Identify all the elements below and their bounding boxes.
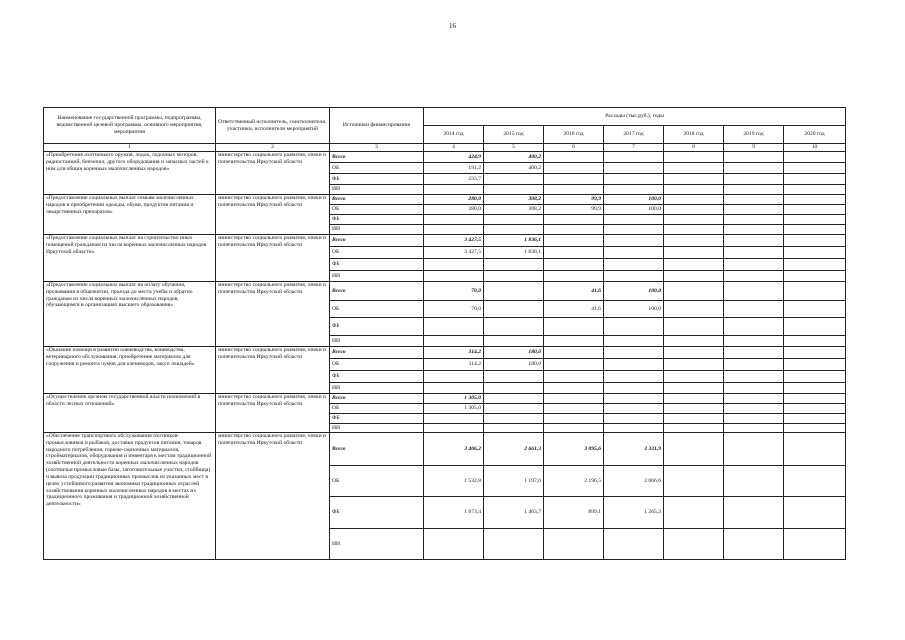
expense-value bbox=[784, 152, 846, 163]
expense-value bbox=[724, 174, 784, 185]
funding-source: ФБ bbox=[330, 215, 424, 225]
expense-value bbox=[784, 163, 846, 174]
expense-value bbox=[544, 359, 604, 371]
funding-source: Всего bbox=[330, 394, 424, 404]
expense-value bbox=[784, 301, 846, 318]
expense-value bbox=[544, 271, 604, 282]
expense-value bbox=[664, 152, 724, 163]
expense-value bbox=[544, 404, 604, 414]
funding-source: Всего bbox=[330, 347, 424, 359]
expense-value: 400,2 bbox=[484, 163, 544, 174]
expense-value bbox=[424, 371, 484, 383]
activity-name: «Оказание помощи в развитии оленеводства, коневодства, ветеринарного обслуживания, приобретение материалов для сооружения и ремонта чумов для оленеводов, закуп лошадей» bbox=[44, 347, 216, 394]
expense-value: 3 095,6 bbox=[544, 433, 604, 466]
expense-value bbox=[664, 205, 724, 215]
expense-value bbox=[784, 529, 846, 560]
expense-value bbox=[724, 336, 784, 347]
page-number: 16 bbox=[449, 22, 456, 30]
expense-value bbox=[484, 371, 544, 383]
expense-value: 233,7 bbox=[424, 174, 484, 185]
expense-value bbox=[724, 414, 784, 424]
column-number: 3 bbox=[330, 144, 424, 152]
expense-value bbox=[604, 347, 664, 359]
funding-source: ФБ bbox=[330, 497, 424, 529]
expense-value bbox=[664, 347, 724, 359]
expense-value bbox=[664, 195, 724, 205]
expense-value bbox=[544, 424, 604, 433]
expense-value: 70,0 bbox=[424, 301, 484, 318]
expense-value bbox=[604, 404, 664, 414]
funding-source: ИИ bbox=[330, 225, 424, 235]
table-row bbox=[44, 235, 846, 247]
table-row bbox=[44, 347, 846, 359]
expense-value: 3 331,9 bbox=[604, 433, 664, 466]
expense-value bbox=[484, 383, 544, 394]
expense-value: 899,1 bbox=[544, 497, 604, 529]
expense-value bbox=[724, 282, 784, 301]
column-number: 10 bbox=[784, 144, 846, 152]
table-row bbox=[44, 394, 846, 404]
expense-value: 100,0 bbox=[604, 195, 664, 205]
expense-value: 70,0 bbox=[424, 282, 484, 301]
expense-value bbox=[724, 497, 784, 529]
expense-value bbox=[664, 497, 724, 529]
expense-value bbox=[484, 318, 544, 336]
expense-value: 314,2 bbox=[424, 347, 484, 359]
expense-value bbox=[724, 259, 784, 271]
expense-value bbox=[664, 259, 724, 271]
expense-value bbox=[784, 404, 846, 414]
expense-value: 41,6 bbox=[544, 301, 604, 318]
expense-value bbox=[664, 371, 724, 383]
expense-value: 1 836,1 bbox=[484, 235, 544, 247]
expense-value bbox=[604, 371, 664, 383]
expense-value: 1 532,8 bbox=[424, 466, 484, 497]
expense-value bbox=[724, 404, 784, 414]
expense-value bbox=[724, 424, 784, 433]
expense-value bbox=[544, 347, 604, 359]
expense-value: 1 836,1 bbox=[484, 247, 544, 259]
expense-value bbox=[484, 394, 544, 404]
funding-source: ОБ bbox=[330, 163, 424, 174]
expense-value bbox=[484, 215, 544, 225]
expense-value bbox=[784, 359, 846, 371]
expense-value bbox=[664, 359, 724, 371]
expense-value bbox=[424, 424, 484, 433]
expense-value bbox=[544, 529, 604, 560]
expense-value bbox=[784, 271, 846, 282]
expense-value bbox=[544, 394, 604, 404]
expense-value bbox=[724, 235, 784, 247]
expense-value: 1 305,0 bbox=[424, 394, 484, 404]
responsible-executor: министерство социального развития, опеки и попечительства Иркутской области bbox=[216, 347, 330, 394]
expense-value: 100,0 bbox=[604, 282, 664, 301]
expense-value bbox=[544, 163, 604, 174]
funding-source: Всего bbox=[330, 433, 424, 466]
expense-value bbox=[724, 185, 784, 195]
expense-value bbox=[604, 163, 664, 174]
expense-value bbox=[424, 225, 484, 235]
expense-value bbox=[484, 336, 544, 347]
expense-value: 180,0 bbox=[484, 347, 544, 359]
expense-value: 1 873,4 bbox=[424, 497, 484, 529]
column-number: 6 bbox=[544, 144, 604, 152]
expense-value bbox=[424, 383, 484, 394]
expense-value bbox=[604, 271, 664, 282]
activity-name: «Предоставление социальных выплат на оплату обучения, проживания в общежитии, проезда до места учебы и обратно гражданам из числа коренных малочисленных народов, обучающимся в организациях высшего образования» bbox=[44, 282, 216, 347]
expense-value bbox=[724, 152, 784, 163]
expense-value bbox=[784, 336, 846, 347]
expense-value bbox=[724, 371, 784, 383]
header-name: Наименование государственной программы, подпрограммы, ведомственной целевой программы, основного мероприятия, мероприятия bbox=[44, 108, 216, 144]
expense-value bbox=[424, 529, 484, 560]
activity-name: «Предоставление социальных выплат семьям малочисленных народов в приобретении одежды, обуви, продуктов питания и лекарственных препаратов» bbox=[44, 195, 216, 235]
table-row bbox=[44, 433, 846, 466]
responsible-executor: министерство социального развития, опеки и попечительства Иркутской области bbox=[216, 195, 330, 235]
expense-value bbox=[604, 414, 664, 424]
activity-name: «Обеспечение транспортного обслуживания охотников-промысловиков и рыбаков, доставки продуктов питания, товаров народного потребления, горюче-смазочных материалов, стройматериалов, оборудования и инвентаря к местам традиционной хозяйственной деятельности коренных малочисленных народов (охотничьи промысловые базы, заготовительные участки, стойбища) и вывоза продукции традиционных промыслов из указанных мест в целях устойчивого развития экономики традиционных отраслей хозяйствования коренных малочисленных народов в местах их традиционного проживания и традиционной хозяйственной деятельности» bbox=[44, 433, 216, 560]
expense-value bbox=[784, 185, 846, 195]
expense-value bbox=[424, 414, 484, 424]
expense-value bbox=[604, 336, 664, 347]
expense-value bbox=[784, 383, 846, 394]
expense-value bbox=[484, 404, 544, 414]
funding-source: ИИ bbox=[330, 424, 424, 433]
funding-source: ФБ bbox=[330, 259, 424, 271]
expense-value bbox=[544, 414, 604, 424]
funding-source: ОБ bbox=[330, 247, 424, 259]
expense-value: 1 265,3 bbox=[604, 497, 664, 529]
funding-source: ИИ bbox=[330, 185, 424, 195]
expense-value bbox=[724, 433, 784, 466]
expense-value bbox=[664, 271, 724, 282]
responsible-executor: министерство социального развития, опеки и попечительства Иркутской области bbox=[216, 282, 330, 347]
expense-value bbox=[664, 404, 724, 414]
expense-value bbox=[664, 282, 724, 301]
expense-value: 314,2 bbox=[424, 359, 484, 371]
expense-value bbox=[604, 529, 664, 560]
column-number: 1 bbox=[44, 144, 216, 152]
expense-value: 180,0 bbox=[484, 359, 544, 371]
expense-value bbox=[664, 163, 724, 174]
expense-value bbox=[724, 529, 784, 560]
expense-value bbox=[544, 371, 604, 383]
expense-value bbox=[424, 185, 484, 195]
activity-name: «Предоставление социальных выплат на строительство иных помещений гражданам из числа коренных малочисленных народов Иркутской области» bbox=[44, 235, 216, 282]
expense-value bbox=[484, 529, 544, 560]
funding-source: ИИ bbox=[330, 383, 424, 394]
expense-value bbox=[544, 235, 604, 247]
expense-value bbox=[724, 271, 784, 282]
expense-value bbox=[724, 163, 784, 174]
expense-value bbox=[784, 225, 846, 235]
expense-value bbox=[484, 174, 544, 185]
expense-value bbox=[604, 235, 664, 247]
expense-value bbox=[664, 225, 724, 235]
expense-value bbox=[544, 247, 604, 259]
expense-value bbox=[604, 359, 664, 371]
funding-source: ИИ bbox=[330, 336, 424, 347]
expense-value: 99,9 bbox=[544, 205, 604, 215]
expense-value bbox=[484, 282, 544, 301]
expense-value bbox=[664, 215, 724, 225]
expense-value bbox=[724, 215, 784, 225]
expense-value bbox=[544, 174, 604, 185]
expense-value bbox=[664, 318, 724, 336]
expense-value bbox=[784, 205, 846, 215]
expense-value bbox=[604, 318, 664, 336]
expense-value bbox=[604, 225, 664, 235]
funding-source: ОБ bbox=[330, 404, 424, 414]
expense-value bbox=[424, 259, 484, 271]
header-expenses: Расходы (тыс.руб.), годы bbox=[424, 108, 846, 126]
expense-value bbox=[544, 215, 604, 225]
header-source: Источники финансирования bbox=[330, 108, 424, 144]
expense-value: 2 196,5 bbox=[544, 466, 604, 497]
expense-value: 2 066,6 bbox=[604, 466, 664, 497]
expense-value bbox=[544, 152, 604, 163]
expense-value bbox=[784, 347, 846, 359]
funding-source: ИИ bbox=[330, 271, 424, 282]
expense-value bbox=[664, 174, 724, 185]
expense-value: 308,2 bbox=[484, 205, 544, 215]
expense-value bbox=[724, 394, 784, 404]
expense-value bbox=[604, 424, 664, 433]
expense-value bbox=[784, 497, 846, 529]
expense-value bbox=[604, 394, 664, 404]
expense-value bbox=[544, 336, 604, 347]
funding-source: ОБ bbox=[330, 359, 424, 371]
expense-value: 3 427,5 bbox=[424, 247, 484, 259]
expense-value bbox=[544, 225, 604, 235]
activity-name: «Приобретение охотничьего оружия, лодок, лодочных моторов, радиостанций, бензопил, другого оборудования и запасных частей к ним для общин коренных малочисленных народов» bbox=[44, 152, 216, 195]
year-header: 2016 год bbox=[544, 126, 604, 144]
year-header: 2014 год bbox=[424, 126, 484, 144]
expense-value: 280,0 bbox=[424, 195, 484, 205]
funding-source: Всего bbox=[330, 282, 424, 301]
expense-value bbox=[544, 185, 604, 195]
expense-value bbox=[664, 529, 724, 560]
year-header: 2020 год bbox=[784, 126, 846, 144]
expense-value bbox=[724, 359, 784, 371]
expense-value: 2 661,3 bbox=[484, 433, 544, 466]
expense-value bbox=[604, 152, 664, 163]
funding-source: ФБ bbox=[330, 318, 424, 336]
expense-value bbox=[784, 174, 846, 185]
expense-value bbox=[784, 259, 846, 271]
expense-value bbox=[724, 318, 784, 336]
expense-value: 1 463,7 bbox=[484, 497, 544, 529]
expense-value bbox=[724, 195, 784, 205]
expense-value bbox=[604, 215, 664, 225]
expense-value bbox=[724, 383, 784, 394]
expense-value bbox=[544, 318, 604, 336]
expense-value bbox=[724, 205, 784, 215]
activity-name: «Осуществление органом государственной власти полномочий в области лесных отношений» bbox=[44, 394, 216, 433]
expense-value bbox=[604, 174, 664, 185]
expense-value: 99,9 bbox=[544, 195, 604, 205]
expense-value bbox=[604, 259, 664, 271]
expense-value bbox=[724, 347, 784, 359]
expense-value bbox=[604, 383, 664, 394]
column-number: 9 bbox=[724, 144, 784, 152]
expense-value: 424,9 bbox=[424, 152, 484, 163]
expense-value bbox=[604, 185, 664, 195]
expense-value bbox=[664, 466, 724, 497]
expense-value bbox=[664, 433, 724, 466]
expense-value bbox=[664, 394, 724, 404]
funding-source: ФБ bbox=[330, 414, 424, 424]
column-number: 4 bbox=[424, 144, 484, 152]
expense-value bbox=[784, 414, 846, 424]
column-number: 2 bbox=[216, 144, 330, 152]
expenses-table bbox=[43, 107, 846, 560]
column-number: 7 bbox=[604, 144, 664, 152]
expense-value bbox=[424, 336, 484, 347]
expense-value: 191,2 bbox=[424, 163, 484, 174]
expense-value bbox=[604, 247, 664, 259]
expense-value bbox=[784, 424, 846, 433]
funding-source: ОБ bbox=[330, 301, 424, 318]
expense-value bbox=[484, 259, 544, 271]
column-number: 5 bbox=[484, 144, 544, 152]
table-row bbox=[44, 282, 846, 301]
expense-value: 280,0 bbox=[424, 205, 484, 215]
expense-value bbox=[784, 318, 846, 336]
expense-value: 41,6 bbox=[544, 282, 604, 301]
responsible-executor: министерство социального развития, опеки и попечительства Иркутской области bbox=[216, 394, 330, 433]
responsible-executor: министерство социального развития, опеки и попечительства Иркутской области bbox=[216, 152, 330, 195]
funding-source: ОБ bbox=[330, 466, 424, 497]
expense-value bbox=[664, 235, 724, 247]
funding-source: ФБ bbox=[330, 174, 424, 185]
year-header: 2015 год bbox=[484, 126, 544, 144]
expense-value bbox=[784, 282, 846, 301]
funding-source: Всего bbox=[330, 235, 424, 247]
expense-value bbox=[784, 195, 846, 205]
expense-value bbox=[484, 424, 544, 433]
expense-value: 100,0 bbox=[604, 301, 664, 318]
responsible-executor: министерство социального развития, опеки и попечительства Иркутской области bbox=[216, 235, 330, 282]
expense-value bbox=[424, 215, 484, 225]
expense-value bbox=[484, 301, 544, 318]
expense-value: 400,2 bbox=[484, 152, 544, 163]
expense-value bbox=[724, 247, 784, 259]
year-header: 2017 год bbox=[604, 126, 664, 144]
expense-value bbox=[724, 301, 784, 318]
expense-value bbox=[784, 247, 846, 259]
expense-value bbox=[484, 185, 544, 195]
expense-value bbox=[664, 424, 724, 433]
expense-value: 308,2 bbox=[484, 195, 544, 205]
table-row bbox=[44, 195, 846, 205]
expense-value: 1 197,6 bbox=[484, 466, 544, 497]
funding-source: ОБ bbox=[330, 205, 424, 215]
column-number: 8 bbox=[664, 144, 724, 152]
table-row bbox=[44, 152, 846, 163]
expense-value: 3 427,5 bbox=[424, 235, 484, 247]
expense-value bbox=[424, 318, 484, 336]
expense-value bbox=[784, 433, 846, 466]
expense-value bbox=[784, 235, 846, 247]
expense-value: 1 305,0 bbox=[424, 404, 484, 414]
expense-value bbox=[724, 225, 784, 235]
expense-value bbox=[664, 247, 724, 259]
funding-source: ИИ bbox=[330, 529, 424, 560]
year-header: 2018 год bbox=[664, 126, 724, 144]
expense-value bbox=[484, 414, 544, 424]
funding-source: ФБ bbox=[330, 371, 424, 383]
header-executor: Ответственный исполнитель, соисполнители, участники, исполнители мероприятий bbox=[216, 108, 330, 144]
expense-value bbox=[784, 215, 846, 225]
expense-value bbox=[544, 259, 604, 271]
expense-value bbox=[784, 371, 846, 383]
responsible-executor: министерство социального развития, опеки и попечительства Иркутской области bbox=[216, 433, 330, 560]
expense-value bbox=[724, 466, 784, 497]
year-header: 2019 год bbox=[724, 126, 784, 144]
expense-value bbox=[664, 301, 724, 318]
funding-source: Всего bbox=[330, 195, 424, 205]
funding-source: Всего bbox=[330, 152, 424, 163]
expense-value bbox=[664, 414, 724, 424]
expense-value bbox=[784, 394, 846, 404]
expense-value bbox=[664, 383, 724, 394]
expense-value: 100,0 bbox=[604, 205, 664, 215]
expense-value bbox=[424, 271, 484, 282]
expense-value bbox=[784, 466, 846, 497]
expense-value bbox=[484, 271, 544, 282]
expense-value bbox=[664, 336, 724, 347]
expense-value bbox=[664, 185, 724, 195]
expense-value bbox=[544, 383, 604, 394]
expense-value: 3 406,2 bbox=[424, 433, 484, 466]
expense-value bbox=[484, 225, 544, 235]
